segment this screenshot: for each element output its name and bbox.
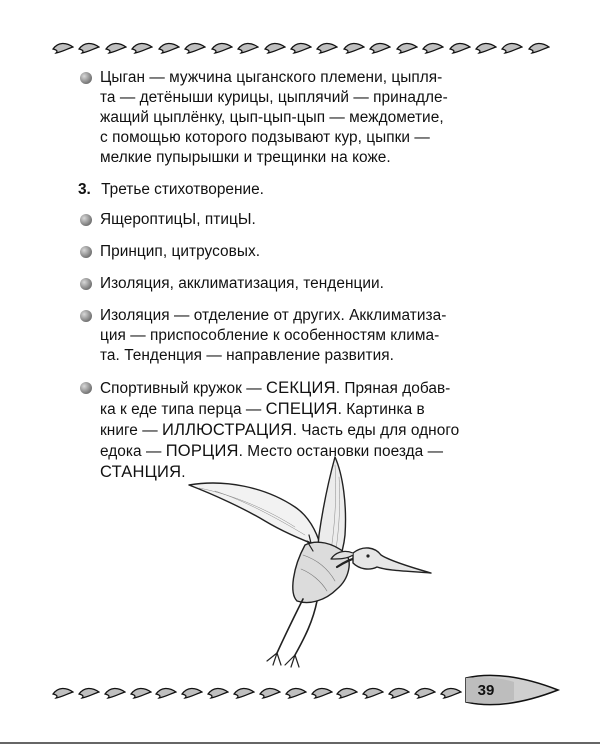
leaf-ornament-icon <box>155 685 177 701</box>
leaf-ornament-icon <box>184 40 206 56</box>
leaf-ornament-icon <box>396 40 418 56</box>
leaf-ornament-icon <box>264 40 286 56</box>
answer-word: СПЕЦИЯ <box>265 400 338 418</box>
leaf-ornament-icon <box>233 685 255 701</box>
leaf-ornament-icon <box>237 40 259 56</box>
text-line: с помощью которого подзывают кур, цыпки — <box>100 129 430 146</box>
leaf-ornament-icon <box>422 40 444 56</box>
bottom-rule <box>0 742 600 744</box>
text-run: ка к еде типа перца — <box>100 401 266 418</box>
bullet-icon <box>80 278 92 290</box>
bullet-icon <box>80 382 92 394</box>
leaf-ornament-icon <box>388 685 410 701</box>
text-run: Спортивный кружок — <box>100 380 267 397</box>
text-run: . Часть еды для одного <box>292 422 460 439</box>
answer-word: СТАНЦИЯ <box>100 463 182 481</box>
text-line: мелкие пупырышки и трещинки на коже. <box>100 149 391 166</box>
bullet-icon <box>80 310 92 322</box>
text-run: . Картинка в <box>337 401 425 418</box>
section-number: 3. <box>78 181 91 198</box>
bullet-paragraph-4 <box>78 306 530 366</box>
leaf-ornament-icon <box>475 40 497 56</box>
leaf-ornament-icon <box>259 685 281 701</box>
text-run: книге — <box>100 422 163 439</box>
text-line: жащий цыплёнку, цып-цып-цып — междометие, <box>100 109 444 126</box>
leaf-ornament-icon <box>211 40 233 56</box>
leaf-ornament-icon <box>181 685 203 701</box>
leaf-ornament-icon <box>449 40 471 56</box>
bullet-paragraph-1 <box>78 210 530 230</box>
leaf-ornament-icon <box>158 40 180 56</box>
leaf-ornament-icon <box>285 685 307 701</box>
leaf-ornament-icon <box>440 685 462 701</box>
answer-word: ИЛЛЮСТРАЦИЯ <box>162 421 293 439</box>
answer-word: СЕКЦИЯ <box>266 379 336 397</box>
leaf-ornament-icon <box>343 40 365 56</box>
text-line: Принцип, цитрусовых. <box>100 243 261 260</box>
leaf-ornament-icon <box>311 685 333 701</box>
leaf-ornament-icon <box>501 40 523 56</box>
leaf-ornament-icon <box>369 40 391 56</box>
page-content <box>78 68 530 495</box>
section-title: Третье стихотворение. <box>101 181 264 198</box>
bullet-icon <box>80 72 92 84</box>
bullet-paragraph-2 <box>78 242 530 262</box>
bottom-decorative-border <box>52 683 462 703</box>
text-line: та. Тенденция — направление развития. <box>100 347 395 364</box>
leaf-ornament-icon <box>131 40 153 56</box>
leaf-ornament-icon <box>290 40 312 56</box>
text-line: ЯщероптицЫ, птицЫ. <box>100 211 256 228</box>
leaf-ornament-icon <box>336 685 358 701</box>
text-line: ция — приспособление к особенностям клима- <box>100 327 440 344</box>
text-run: . <box>181 464 186 481</box>
leaf-ornament-icon <box>105 40 127 56</box>
leaf-ornament-icon <box>104 685 126 701</box>
text-line: та — детёныши курицы, цыплячий — принадле- <box>100 89 448 106</box>
bullet-icon <box>80 246 92 258</box>
leaf-ornament-icon <box>78 685 100 701</box>
pterodactyl-illustration-icon <box>185 455 435 670</box>
leaf-ornament-icon <box>207 685 229 701</box>
leaf-ornament-icon <box>52 40 74 56</box>
top-decorative-border <box>52 38 550 58</box>
text-run: . Место остановки поезда — <box>238 443 444 460</box>
leaf-ornament-icon <box>130 685 152 701</box>
text-run: . Пряная добав- <box>335 380 451 397</box>
section-3-heading <box>56 180 530 200</box>
page-number: 39 <box>477 681 495 699</box>
leaf-ornament-icon <box>414 685 436 701</box>
leaf-ornament-icon <box>316 40 338 56</box>
answer-word: ПОРЦИЯ <box>165 442 239 460</box>
leaf-ornament-icon <box>362 685 384 701</box>
leaf-ornament-icon <box>528 40 550 56</box>
text-line: Изоляция, акклиматизация, тенденции. <box>100 275 384 292</box>
text-line: Цыган — мужчина цыганского племени, цыпля- <box>100 69 443 86</box>
bullet-paragraph-gypsy <box>78 68 530 168</box>
leaf-ornament-icon <box>78 40 100 56</box>
bullet-paragraph-3 <box>78 274 530 294</box>
bullet-icon <box>80 214 92 226</box>
leaf-ornament-icon <box>52 685 74 701</box>
text-line: Изоляция — отделение от других. Акклиматиза- <box>100 307 447 324</box>
text-run: едока — <box>100 443 166 460</box>
